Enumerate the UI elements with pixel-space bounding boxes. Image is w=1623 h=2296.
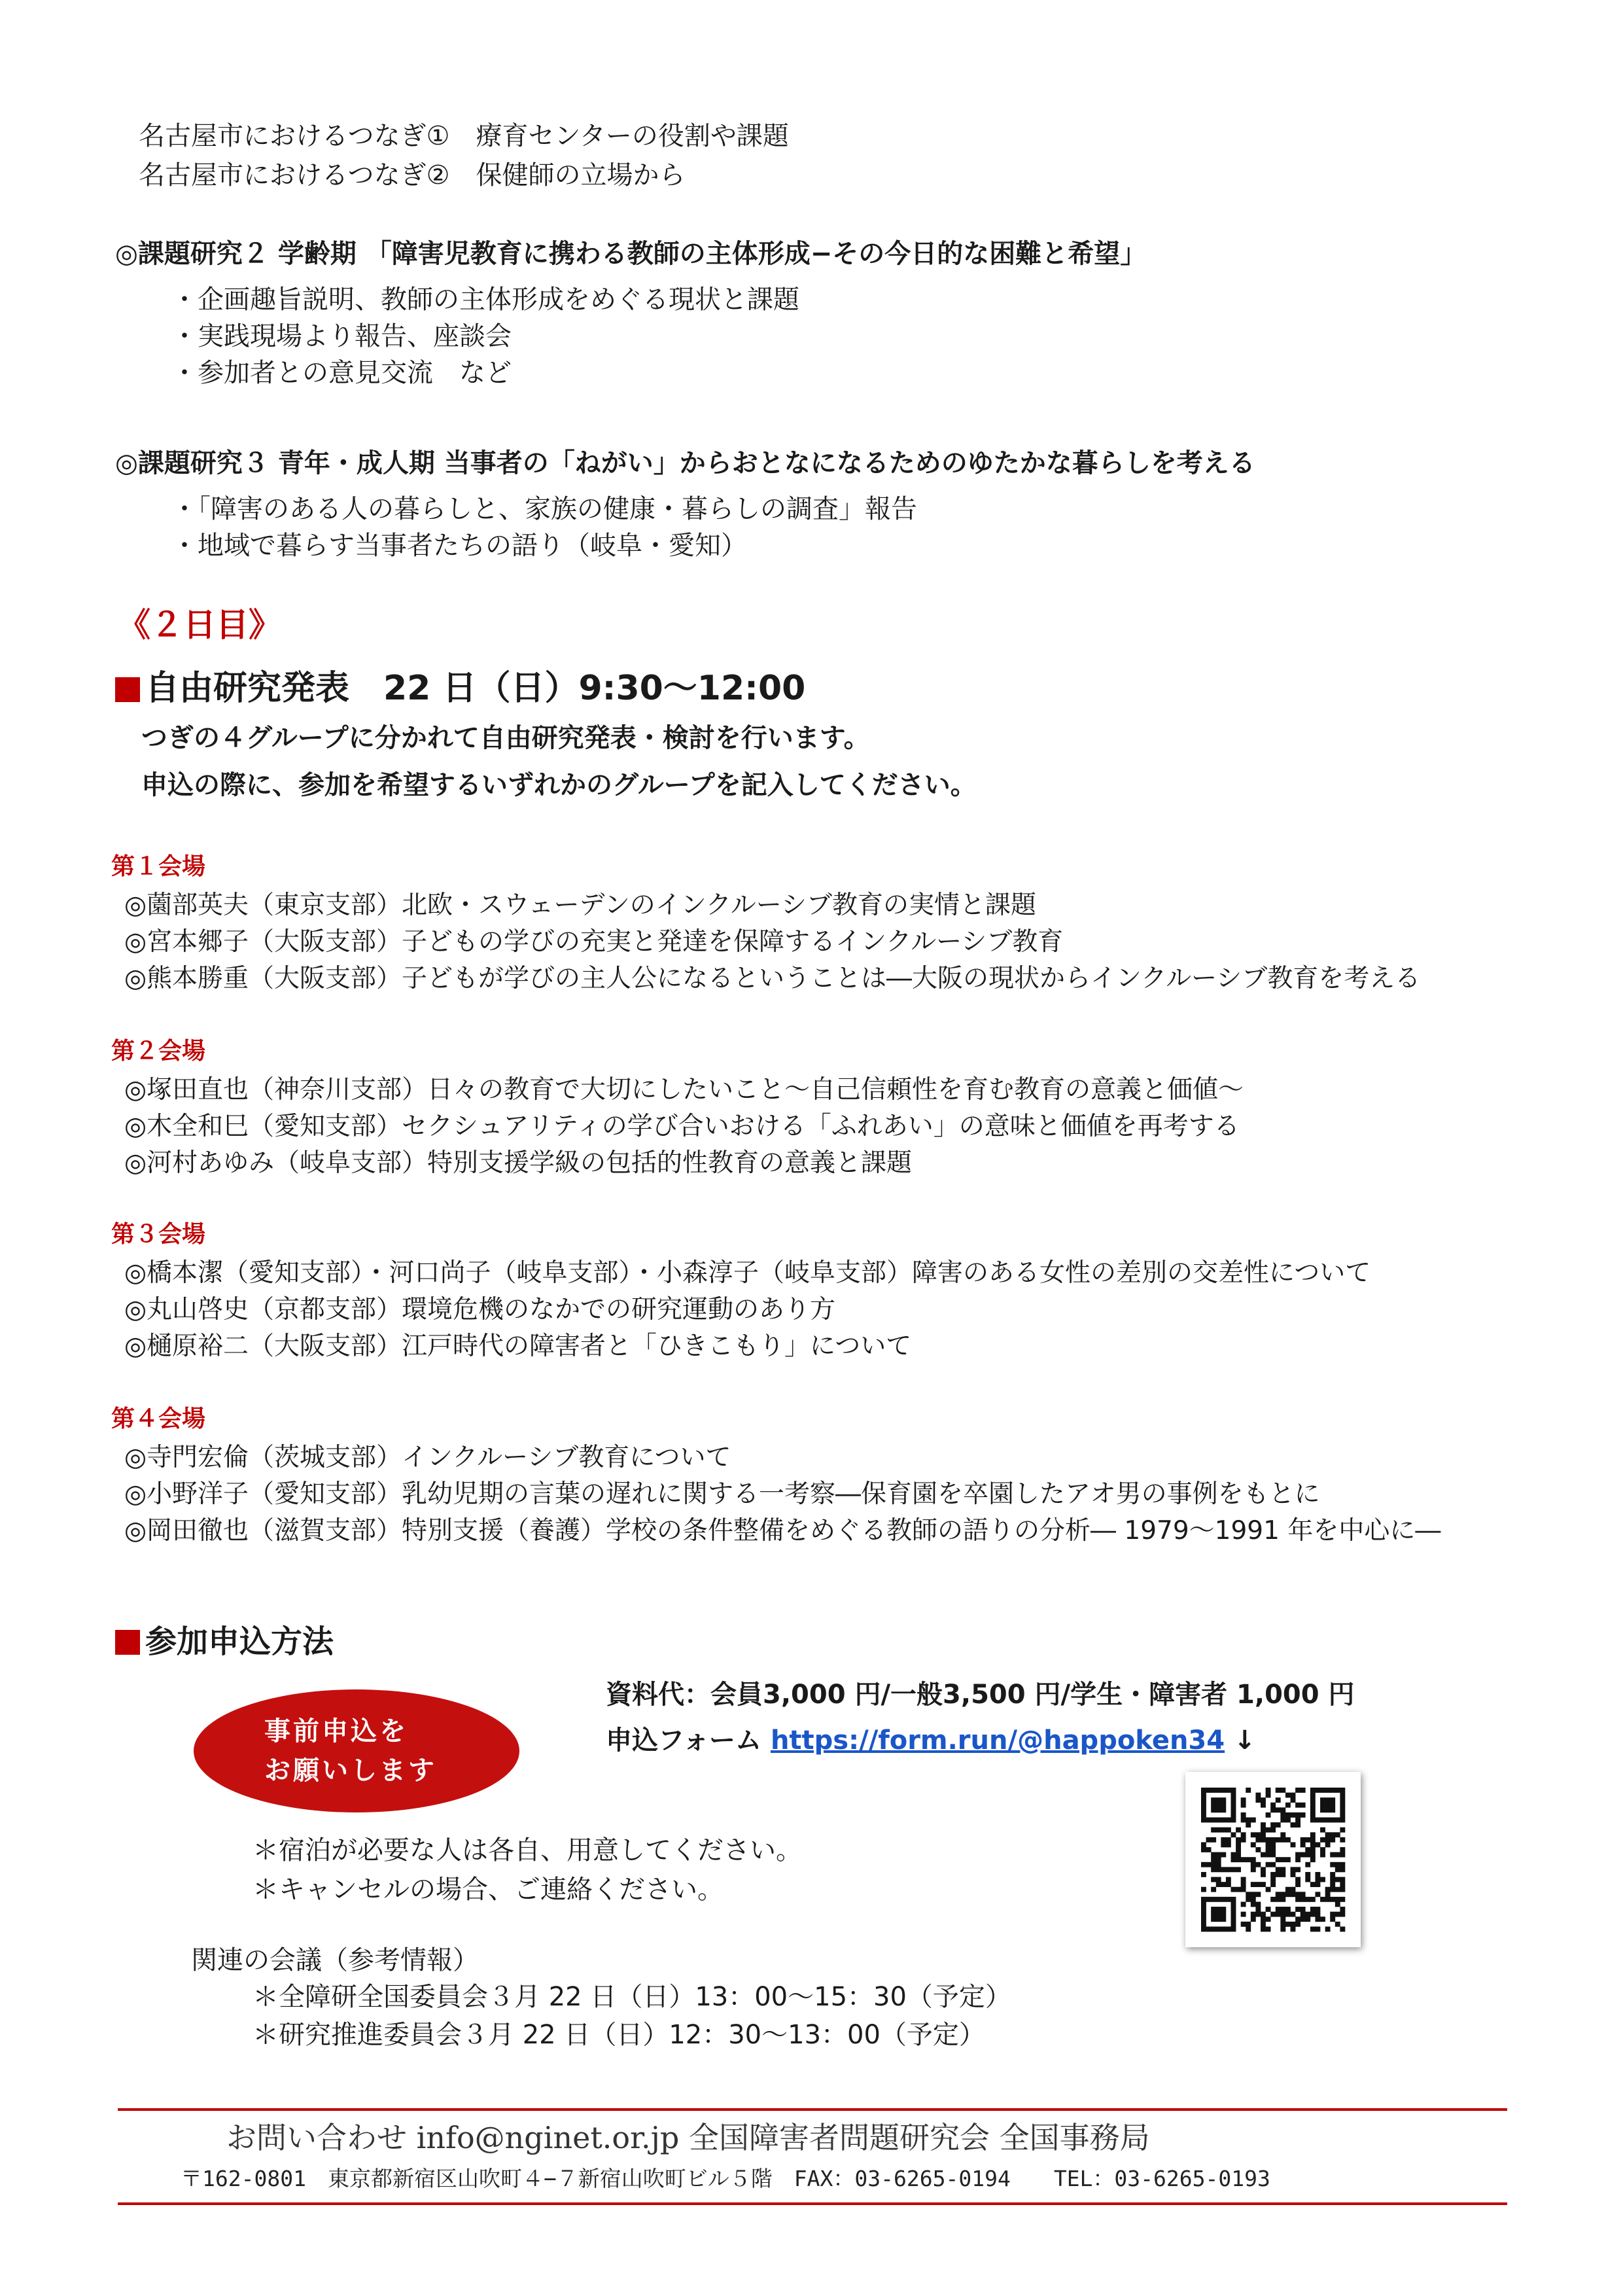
- list-item: ・企画趣旨説明、教師の主体形成をめぐる現状と課題: [171, 285, 799, 315]
- venue-4-label: 第４会場: [111, 1405, 206, 1432]
- list-item: ◎小野洋子（愛知支部）乳幼児期の言葉の遅れに関する一考察―保育園を卒園したアオ男の事例をもとに: [124, 1479, 1320, 1509]
- day2-title-row: [115, 665, 805, 712]
- footer-bottom-rule: [118, 2202, 1507, 2205]
- day2-intro-2: 申込の際に、参加を希望するいずれかのグループを記入してください。: [141, 770, 977, 800]
- footer-address: 〒162-0801 東京都新宿区山吹町４−７新宿山吹町ビル５階 FAX：03-6265-0194 TEL：03-6265-0193: [181, 2166, 1270, 2191]
- application-title-row: [115, 1620, 334, 1663]
- badge-line-2: お願いします: [264, 1756, 437, 1786]
- down-arrow-icon: ↓: [1234, 1725, 1256, 1756]
- footer-contact: お問い合わせ info@nginet.or.jp 全国障害者問題研究会 全国事務局: [226, 2120, 1150, 2155]
- venue-3-list: [124, 1255, 1370, 1365]
- kadai2-heading: ◎課題研究２ 学齢期 「障害児教育に携わる教師の主体形成−その今日的な困難と希望」: [115, 239, 1147, 269]
- day2-title: 自由研究発表 22 日（日）9:30〜12:00: [145, 669, 806, 708]
- venue-2-label: 第２会場: [111, 1038, 206, 1065]
- venue-1-label: 第１会場: [111, 853, 206, 880]
- related-meeting-2: ＊研究推進委員会３月 22 日（日）12：30〜13：00（予定）: [253, 2020, 985, 2050]
- list-item: ◎木全和巳（愛知支部）セクシュアリティの学び合いおける「ふれあい」の意味と価値を再考する: [124, 1112, 1240, 1141]
- note-cancel: ＊キャンセルの場合、ご連絡ください。: [253, 1875, 724, 1905]
- kadai2-list: [171, 281, 799, 391]
- list-item: ◎熊本勝重（大阪支部）子どもが学びの主人公になるということは―大阪の現状からインクルーシブ教育を考える: [124, 964, 1421, 993]
- red-square-icon: [115, 1630, 140, 1655]
- day2-label: 《２日目》: [118, 606, 281, 644]
- advance-registration-badge: [194, 1689, 519, 1812]
- list-item: ◎橋本潔（愛知支部）・河口尚子（岐阜支部）・小森淳子（岐阜支部）障害のある女性の差別の交差性について: [124, 1258, 1371, 1288]
- qr-code[interactable]: [1185, 1772, 1361, 1947]
- related-title: 関連の会議（参考情報）: [191, 1945, 479, 1975]
- footer-top-rule: [118, 2108, 1507, 2111]
- venue-4-list: [124, 1439, 1440, 1549]
- list-item: ◎樋原裕二（大阪支部）江戸時代の障害者と「ひきこもり」について: [124, 1332, 912, 1361]
- form-row: [606, 1722, 1256, 1759]
- list-item: ・実践現場より報告、座談会: [171, 321, 512, 351]
- list-item: ◎薗部英夫（東京支部）北欧・スウェーデンのインクルーシブ教育の実情と課題: [124, 891, 1036, 920]
- related-meeting-1: ＊全障研全国委員会３月 22 日（日）13：00〜15：30（予定）: [253, 1982, 1011, 2012]
- list-item: ◎河村あゆみ（岐阜支部）特別支援学級の包括的性教育の意義と課題: [124, 1148, 913, 1178]
- list-item: ・参加者との意見交流 など: [171, 358, 512, 388]
- nagoya-line-1: 名古屋市におけるつなぎ① 療育センターの役割や課題: [139, 121, 789, 151]
- list-item: ・地域で暮らす当事者たちの語り（岐阜・愛知）: [171, 531, 747, 561]
- list-item: ◎塚田直也（神奈川支部）日々の教育で大切にしたいこと〜自己信頼性を育む教育の意義と価値〜: [124, 1075, 1244, 1104]
- nagoya-line-2: 名古屋市におけるつなぎ② 保健師の立場から: [139, 160, 686, 190]
- day2-intro-1: つぎの４グループに分かれて自由研究発表・検討を行います。: [141, 723, 870, 753]
- kadai3-heading: ◎課題研究３ 青年・成人期 当事者の「ねがい」からおとなになるためのゆたかな暮らしを考える: [115, 448, 1255, 478]
- red-square-icon: [115, 677, 140, 702]
- venue-1-list: [124, 887, 1420, 997]
- fee-text: 資料代：会員3,000 円/一般3,500 円/学生・障害者 1,000 円: [606, 1680, 1355, 1710]
- list-item: ◎宮本郷子（大阪支部）子どもの学びの充実と発達を保障するインクルーシブ教育: [124, 927, 1064, 957]
- list-item: ◎丸山啓史（京都支部）環境危機のなかでの研究運動のあり方: [124, 1295, 836, 1324]
- qr-code-icon: [1185, 1772, 1361, 1947]
- form-link[interactable]: https://form.run/@happoken34: [770, 1725, 1225, 1756]
- badge-line-1: 事前申込を: [264, 1716, 408, 1746]
- list-item: ◎岡田徹也（滋賀支部）特別支援（養護）学校の条件整備をめぐる教師の語りの分析― 1979〜1991 年を中心に―: [124, 1516, 1441, 1545]
- kadai3-list: [171, 491, 917, 564]
- venue-2-list: [124, 1072, 1244, 1182]
- list-item: ◎寺門宏倫（茨城支部）インクルーシブ教育について: [124, 1443, 731, 1472]
- venue-3-label: 第３会場: [111, 1221, 206, 1248]
- note-lodging: ＊宿泊が必要な人は各自、用意してください。: [253, 1835, 802, 1865]
- application-title: 参加申込方法: [145, 1623, 334, 1660]
- form-label: 申込フォーム: [606, 1725, 761, 1756]
- list-item: ・「障害のある人の暮らしと、家族の健康・暮らしの調査」報告: [171, 494, 917, 524]
